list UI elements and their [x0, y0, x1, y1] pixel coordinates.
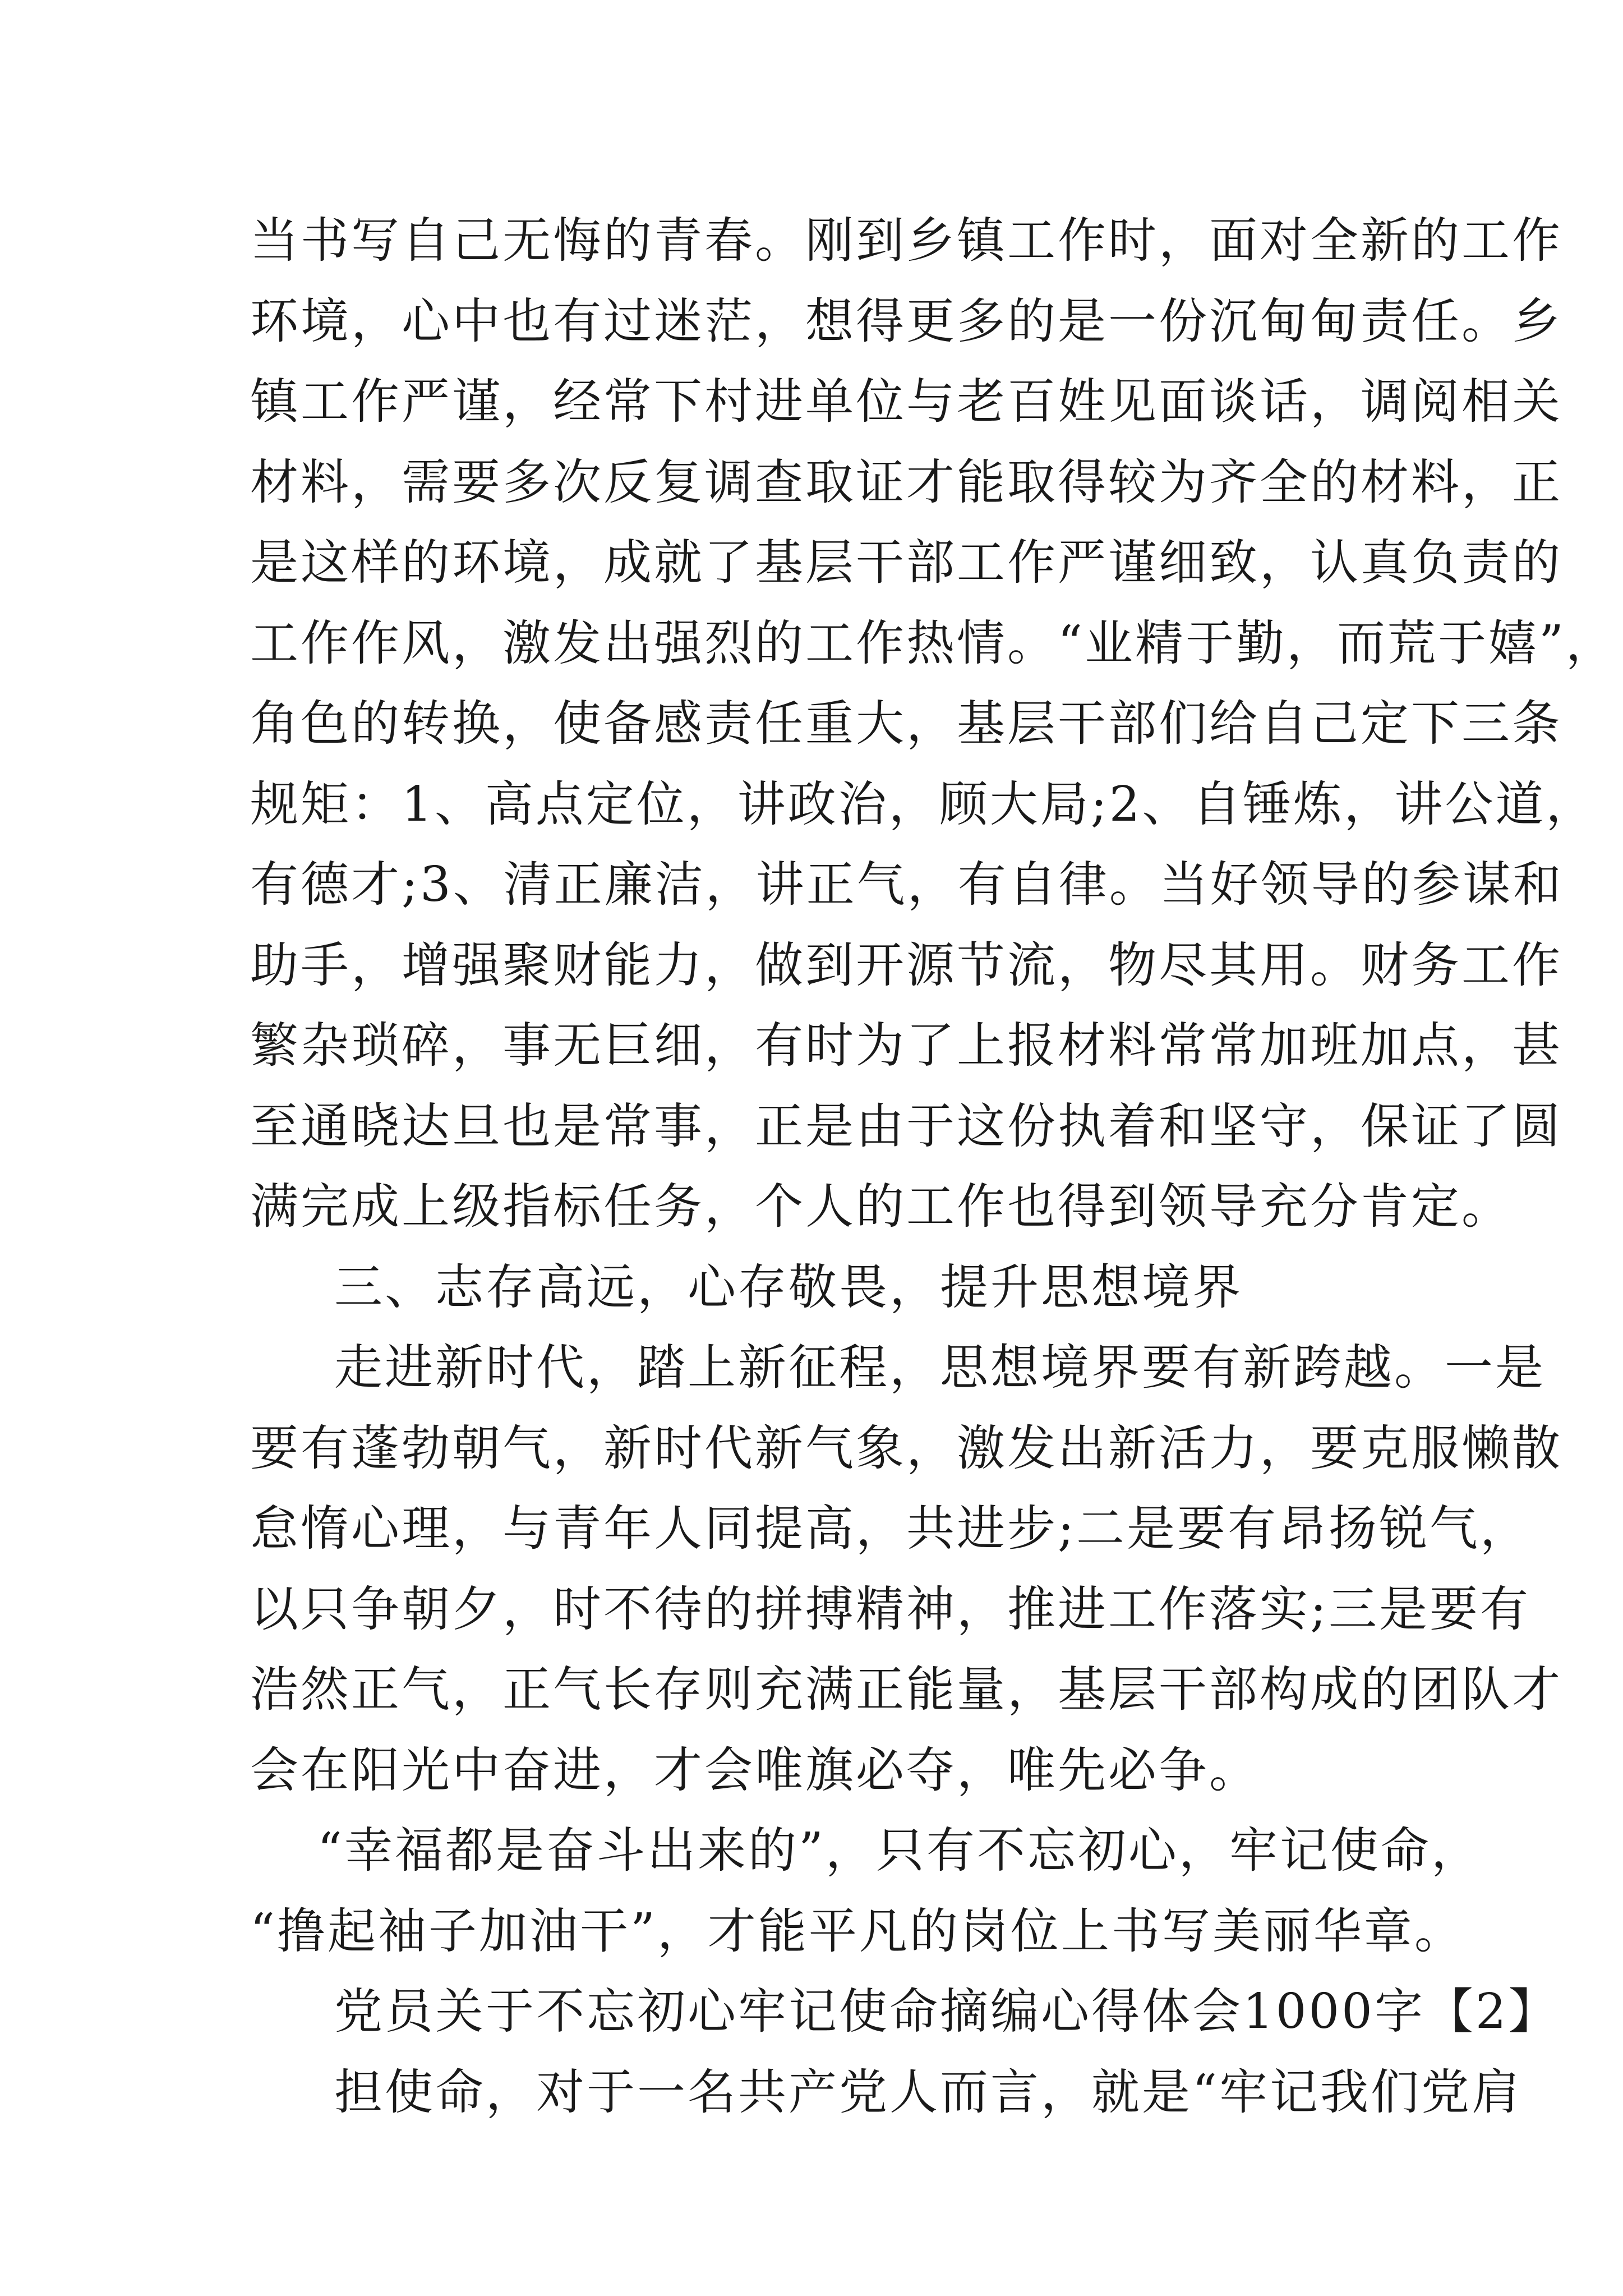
article-title: 党员关于不忘初心牢记使命摘编心得体会1000字【2】 — [334, 1984, 1559, 2040]
section-heading: 三、志存高远，心存敬畏，提升思想境界 — [334, 1259, 1243, 1315]
text-line: 环境，心中也有过迷茫，想得更多的是一份沉甸甸责任。乡 — [250, 293, 1562, 349]
text-line: 材料，需要多次反复调查取证才能取得较为齐全的材料，正 — [250, 454, 1562, 510]
text-line: 镇工作严谨，经常下村进单位与老百姓见面谈话，调阅相关 — [250, 374, 1562, 430]
text-line: 当书写自己无悔的青春。刚到乡镇工作时，面对全新的工作 — [250, 213, 1562, 269]
text-line: 担使命，对于一名共产党人而言，就是“牢记我们党肩 — [334, 2064, 1522, 2120]
text-line: 浩然正气，正气长存则充满正能量，基层干部构成的团队才 — [250, 1662, 1562, 1718]
text-line: 至通晓达旦也是常事，正是由于这份执着和坚守，保证了圆 — [250, 1098, 1562, 1154]
text-line: 走进新时代，踏上新征程，思想境界要有新跨越。一是 — [334, 1340, 1546, 1396]
document-body — [250, 201, 1616, 2133]
text-line: 繁杂琐碎，事无巨细，有时为了上报材料常常加班加点，甚 — [250, 1018, 1562, 1074]
text-line: 怠惰心理，与青年人同提高，共进步;二是要有昂扬锐气， — [250, 1501, 1530, 1557]
text-line: 工作作风，激发出强烈的工作热情。“业精于勤，而荒于嬉”， — [250, 615, 1616, 671]
text-line: 规矩：1、高点定位，讲政治，顾大局;2、自锤炼，讲公道， — [250, 776, 1597, 832]
text-line: 有德才;3、清正廉洁，讲正气，有自律。当好领导的参谋和 — [250, 857, 1564, 913]
text-line: 角色的转换，使备感责任重大，基层干部们给自己定下三条 — [250, 696, 1562, 752]
text-line: 要有蓬勃朝气，新时代新气象，激发出新活力，要克服懒散 — [250, 1420, 1562, 1476]
text-line: 助手，增强聚财能力，做到开源节流，物尽其用。财务工作 — [250, 937, 1562, 993]
text-line: 以只争朝夕，时不待的拼搏精神，推进工作落实;三是要有 — [250, 1581, 1530, 1637]
text-line: 满完成上级指标任务，个人的工作也得到领导充分肯定。 — [250, 1179, 1512, 1235]
text-line: “撸起袖子加油干”，才能平凡的岗位上书写美丽华章。 — [250, 1903, 1465, 1959]
text-line: 是这样的环境，成就了基层干部工作严谨细致，认真负责的 — [250, 535, 1562, 591]
text-line: 会在阳光中奋进，才会唯旗必夺，唯先必争。 — [250, 1742, 1260, 1798]
text-line: “幸福都是奋斗出来的”，只有不忘初心，牢记使命， — [317, 1823, 1482, 1879]
